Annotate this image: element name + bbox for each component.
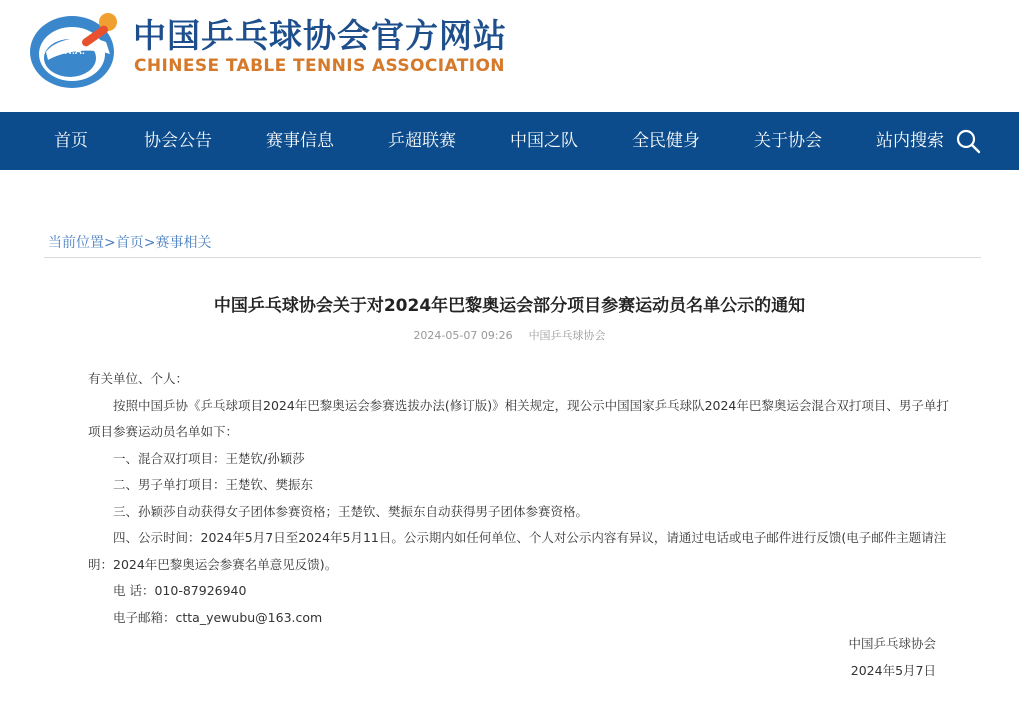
ctta-logo-icon[interactable] [26, 8, 122, 90]
article-source: 中国乒乓球协会 [528, 329, 606, 342]
nav-item-home[interactable]: 首页 [54, 131, 88, 151]
nav-item-fitness[interactable]: 全民健身 [632, 131, 700, 151]
breadcrumb-separator: > [143, 235, 156, 251]
nav-item-events[interactable]: 赛事信息 [266, 131, 334, 151]
site-title-cn[interactable]: 中国乒乓球协会官方网站 [133, 16, 507, 55]
site-header [0, 0, 1019, 112]
article-sign-date: 2024年5月7日 [850, 663, 936, 678]
breadcrumb-section-link[interactable]: 赛事相关 [155, 235, 212, 251]
article-intro-line1: 按照中国乒协《乒乓球项目2024年巴黎奥运会参赛选拔办法(修订版)》相关规定，现公示中国国家乒乓球队2024年巴黎奥运会混合双打项目、男子单打 [113, 398, 949, 413]
search-icon[interactable] [955, 128, 981, 154]
article-title: 中国乒乓球协会关于对2024年巴黎奥运会部分项目参赛运动员名单公示的通知 [213, 296, 806, 316]
breadcrumb-divider [44, 257, 981, 258]
main-nav [0, 112, 1019, 170]
article-salutation: 有关单位、个人： [88, 371, 189, 386]
article-date: 2024-05-07 09:26 [413, 329, 513, 342]
nav-item-super-league[interactable]: 乒超联赛 [388, 131, 456, 151]
nav-item-national-team[interactable]: 中国之队 [510, 131, 578, 151]
article-item-notice-period-line1: 四、公示时间：2024年5月7日至2024年5月11日。公示期内如任何单位、个人对公示内容有异议，请通过电话或电子邮件进行反馈(电子邮件主题请注 [113, 530, 947, 545]
nav-item-about[interactable]: 关于协会 [754, 131, 822, 151]
nav-item-notices[interactable]: 协会公告 [144, 131, 212, 151]
article-email[interactable]: 电子邮箱：ctta_yewubu@163.com [113, 610, 323, 625]
article-signature: 中国乒乓球协会 [848, 636, 936, 651]
article-item-notice-period-line2: 明：2024年巴黎奥运会参赛名单意见反馈)。 [88, 557, 338, 572]
article-intro-line2: 项目参赛运动员名单如下： [88, 424, 239, 439]
article-item-mens-singles: 二、男子单打项目：王楚钦、樊振东 [113, 477, 314, 492]
breadcrumb [48, 234, 211, 252]
article-item-team-qualification: 三、孙颖莎自动获得女子团体参赛资格；王楚钦、樊振东自动获得男子团体参赛资格。 [113, 504, 589, 519]
article-meta [0, 328, 1019, 344]
logo-text: T.T.A. [59, 46, 85, 57]
nav-item-site-search[interactable]: 站内搜索 [876, 131, 944, 151]
site-title-en: CHINESE TABLE TENNIS ASSOCIATION [134, 56, 505, 76]
breadcrumb-prefix: 当前位置 [48, 235, 104, 251]
breadcrumb-home-link[interactable]: 首页 [115, 235, 144, 251]
article-item-mixed-doubles: 一、混合双打项目：王楚钦/孙颖莎 [113, 451, 305, 466]
breadcrumb-separator: > [104, 235, 116, 251]
article-phone: 电 话：010-87926940 [113, 583, 247, 598]
